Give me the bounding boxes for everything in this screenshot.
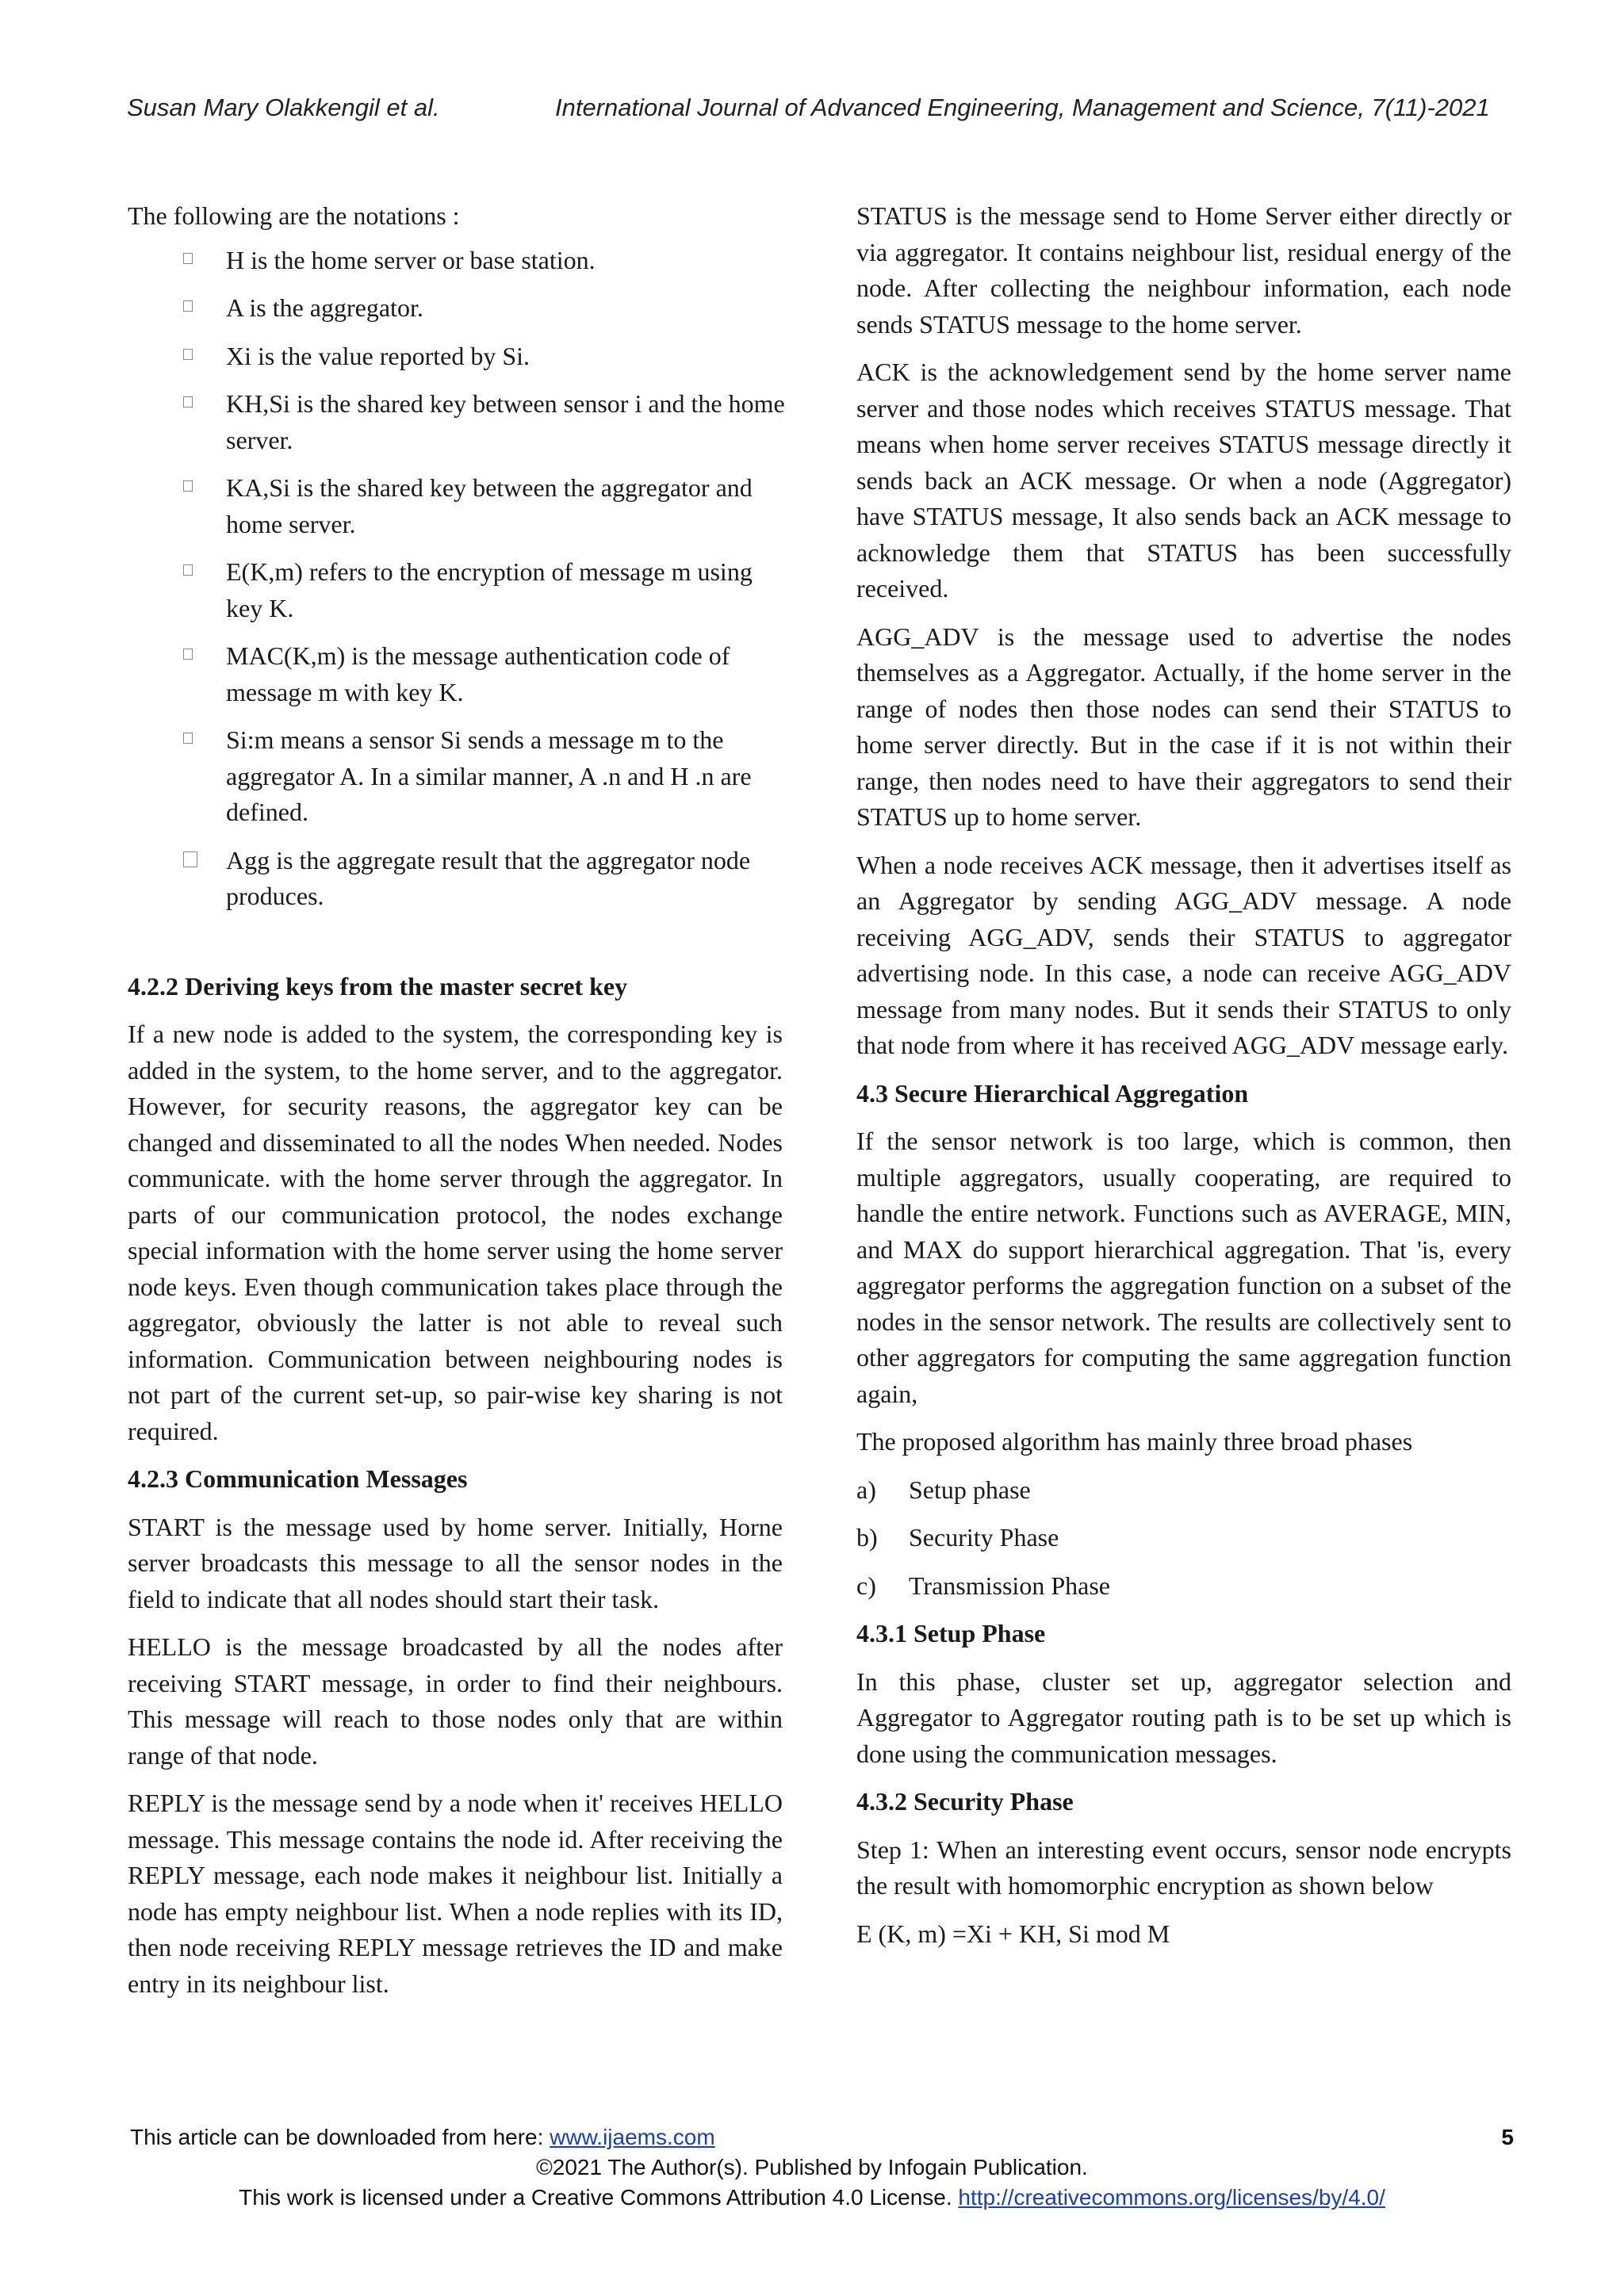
notation-list bbox=[128, 243, 783, 915]
checkbox-bullet-icon bbox=[183, 480, 193, 492]
paragraph-phases: The proposed algorithm has mainly three broad phases bbox=[856, 1427, 1413, 1456]
checkbox-bullet-icon bbox=[183, 349, 193, 360]
footer-download-line: This article can be downloaded from here: www.ijaems.com 5 bbox=[130, 2122, 1514, 2152]
checkbox-bullet-icon bbox=[183, 851, 197, 867]
checkbox-bullet-icon bbox=[183, 396, 193, 408]
footer-license-line: This work is licensed under a Creative Commons Attribution 4.0 License. http://creativecommons.org/licenses/by/4.0/ bbox=[239, 2185, 1385, 2210]
section-heading-4-2-2: 4.2.2 Deriving keys from the master secret key bbox=[128, 971, 628, 1001]
paragraph-4-3-1: In this phase, cluster set up, aggregator selection and Aggregator to Aggregator routing path is to be set up which is done using the communication messages. bbox=[856, 1667, 1511, 1768]
footer-copyright: ©2021 The Author(s). Published by Infogain Publication. bbox=[536, 2155, 1088, 2179]
list-item: Xi is the value reported by Si. bbox=[183, 339, 787, 375]
running-header bbox=[127, 94, 1511, 130]
page-number: 5 bbox=[1501, 2125, 1514, 2149]
list-item: b) Security Phase bbox=[856, 1523, 1059, 1552]
license-link[interactable]: http://creativecommons.org/licenses/by/4.0/ bbox=[958, 2185, 1385, 2210]
section-heading-4-3-2: 4.3.2 Security Phase bbox=[856, 1787, 1074, 1816]
checkbox-bullet-icon bbox=[183, 564, 193, 576]
notations-intro: The following are the notations : bbox=[128, 201, 460, 230]
left-column bbox=[128, 198, 783, 2014]
paragraph-agg-adv: AGG_ADV is the message used to advertise the nodes themselves as a Aggregator. Actually, if the home server in the range of nodes then those nodes can send their STATUS to home server directly. But in the case if it is not within their range, then nodes need to have their aggregators to send their STATUS up to home server. bbox=[856, 622, 1511, 831]
checkbox-bullet-icon bbox=[183, 300, 193, 312]
checkbox-bullet-icon bbox=[183, 253, 193, 264]
paragraph-step-1: Step 1: When an interesting event occurs, sensor node encrypts the result with homomorphic encryption as shown below bbox=[856, 1835, 1511, 1900]
paragraph-start: START is the message used by home server. Initially, Horne server broadcasts this message to all the sensor nodes in the field to indicate that all nodes should start their task. bbox=[128, 1512, 783, 1613]
encryption-formula: E (K, m) =Xi + KH, Si mod M bbox=[856, 1919, 1170, 1948]
list-item: c) Transmission Phase bbox=[856, 1571, 1110, 1600]
section-heading-4-2-3: 4.2.3 Communication Messages bbox=[128, 1464, 468, 1493]
section-heading-4-3: 4.3 Secure Hierarchical Aggregation bbox=[856, 1078, 1249, 1108]
checkbox-bullet-icon bbox=[183, 733, 193, 744]
paragraph-4-3: If the sensor network is too large, which is common, then multiple aggregators, usually cooperating, are required to handle the entire network. Functions such as AVERAGE, MIN, and MAX do support hierarchical aggregation. That 'is, every aggregator performs the aggregation function on a subset of the nodes in the sensor network. The results are collectively sent to other aggregators for computing the same aggregation function again, bbox=[856, 1127, 1511, 1408]
right-column bbox=[856, 198, 1511, 1952]
paragraph-status: STATUS is the message send to Home Server either directly or via aggregator. It contains neighbour list, residual energy of the node. After collecting the neighbour information, each node sends STATUS message to the home server. bbox=[856, 201, 1511, 339]
list-item: A is the aggregator. bbox=[183, 290, 787, 327]
list-item: MAC(K,m) is the message authentication code of message m with key K. bbox=[183, 638, 787, 710]
list-item: H is the home server or base station. bbox=[183, 243, 787, 279]
list-item: KH,Si is the shared key between sensor i and the home server. bbox=[183, 386, 787, 458]
paragraph-when: When a node receives ACK message, then it advertises itself as an Aggregator by sending AGG_ADV message. A node receiving AGG_ADV, sends their STATUS to aggregator advertising node. In this case, a node can receive AGG_ADV message from many nodes. But it sends their STATUS to only that node from where it has received AGG_ADV message early. bbox=[856, 850, 1511, 1059]
paragraph-reply: REPLY is the message send by a node when it' receives HELLO message. This message contains the node id. After receiving the REPLY message, each node makes it neighbour list. Initially a node has empty neighbour list. When a node replies with its ID, then node receiving REPLY message retrieves the ID and make entry in its neighbour list. bbox=[128, 1789, 783, 1998]
section-heading-4-3-1: 4.3.1 Setup Phase bbox=[856, 1619, 1046, 1647]
phase-list bbox=[856, 1472, 1511, 1605]
list-item: Si:m means a sensor Si sends a message m to the aggregator A. In a similar manner, A .n and H .n are defined. bbox=[183, 722, 787, 831]
paragraph-hello: HELLO is the message broadcasted by all the nodes after receiving START message, in order to find their neighbours. This message will reach to those nodes only that are within range of that node. bbox=[128, 1632, 783, 1770]
journal-website-link[interactable]: www.ijaems.com bbox=[550, 2125, 715, 2149]
list-item: E(K,m) refers to the encryption of message m using key K. bbox=[183, 554, 787, 626]
checkbox-bullet-icon bbox=[183, 649, 193, 660]
paragraph-ack: ACK is the acknowledgement send by the home server name server and those nodes which receives STATUS message. That means when home server receives STATUS message directly it sends back an ACK message. Or when a node (Aggregator) have STATUS message, It also sends back an ACK message to acknowledge them that STATUS has been successfully received. bbox=[856, 358, 1511, 603]
header-journal: International Journal of Advanced Engineering, Management and Science, 7(11)-2021 bbox=[555, 94, 1490, 121]
header-authors: Susan Mary Olakkengil et al. bbox=[127, 94, 440, 121]
list-item: KA,Si is the shared key between the aggregator and home server. bbox=[183, 470, 787, 542]
paragraph-4-2-2: If a new node is added to the system, the corresponding key is added in the system, to the home server, and to the aggregator. However, for security reasons, the aggregator key can be changed and disseminated to all the nodes When needed. Nodes communicate. with the home server through the aggregator. In parts of our communication protocol, the nodes exchange special information with the home server using the home server node keys. Even though communication takes place through the aggregator, obviously the latter is not able to reveal such information. Communication between neighbouring nodes is not part of the current set-up, so pair-wise key sharing is not required. bbox=[128, 1020, 783, 1445]
list-item: a) Setup phase bbox=[856, 1475, 1031, 1504]
list-item: Agg is the aggregate result that the aggregator node produces. bbox=[183, 843, 787, 915]
